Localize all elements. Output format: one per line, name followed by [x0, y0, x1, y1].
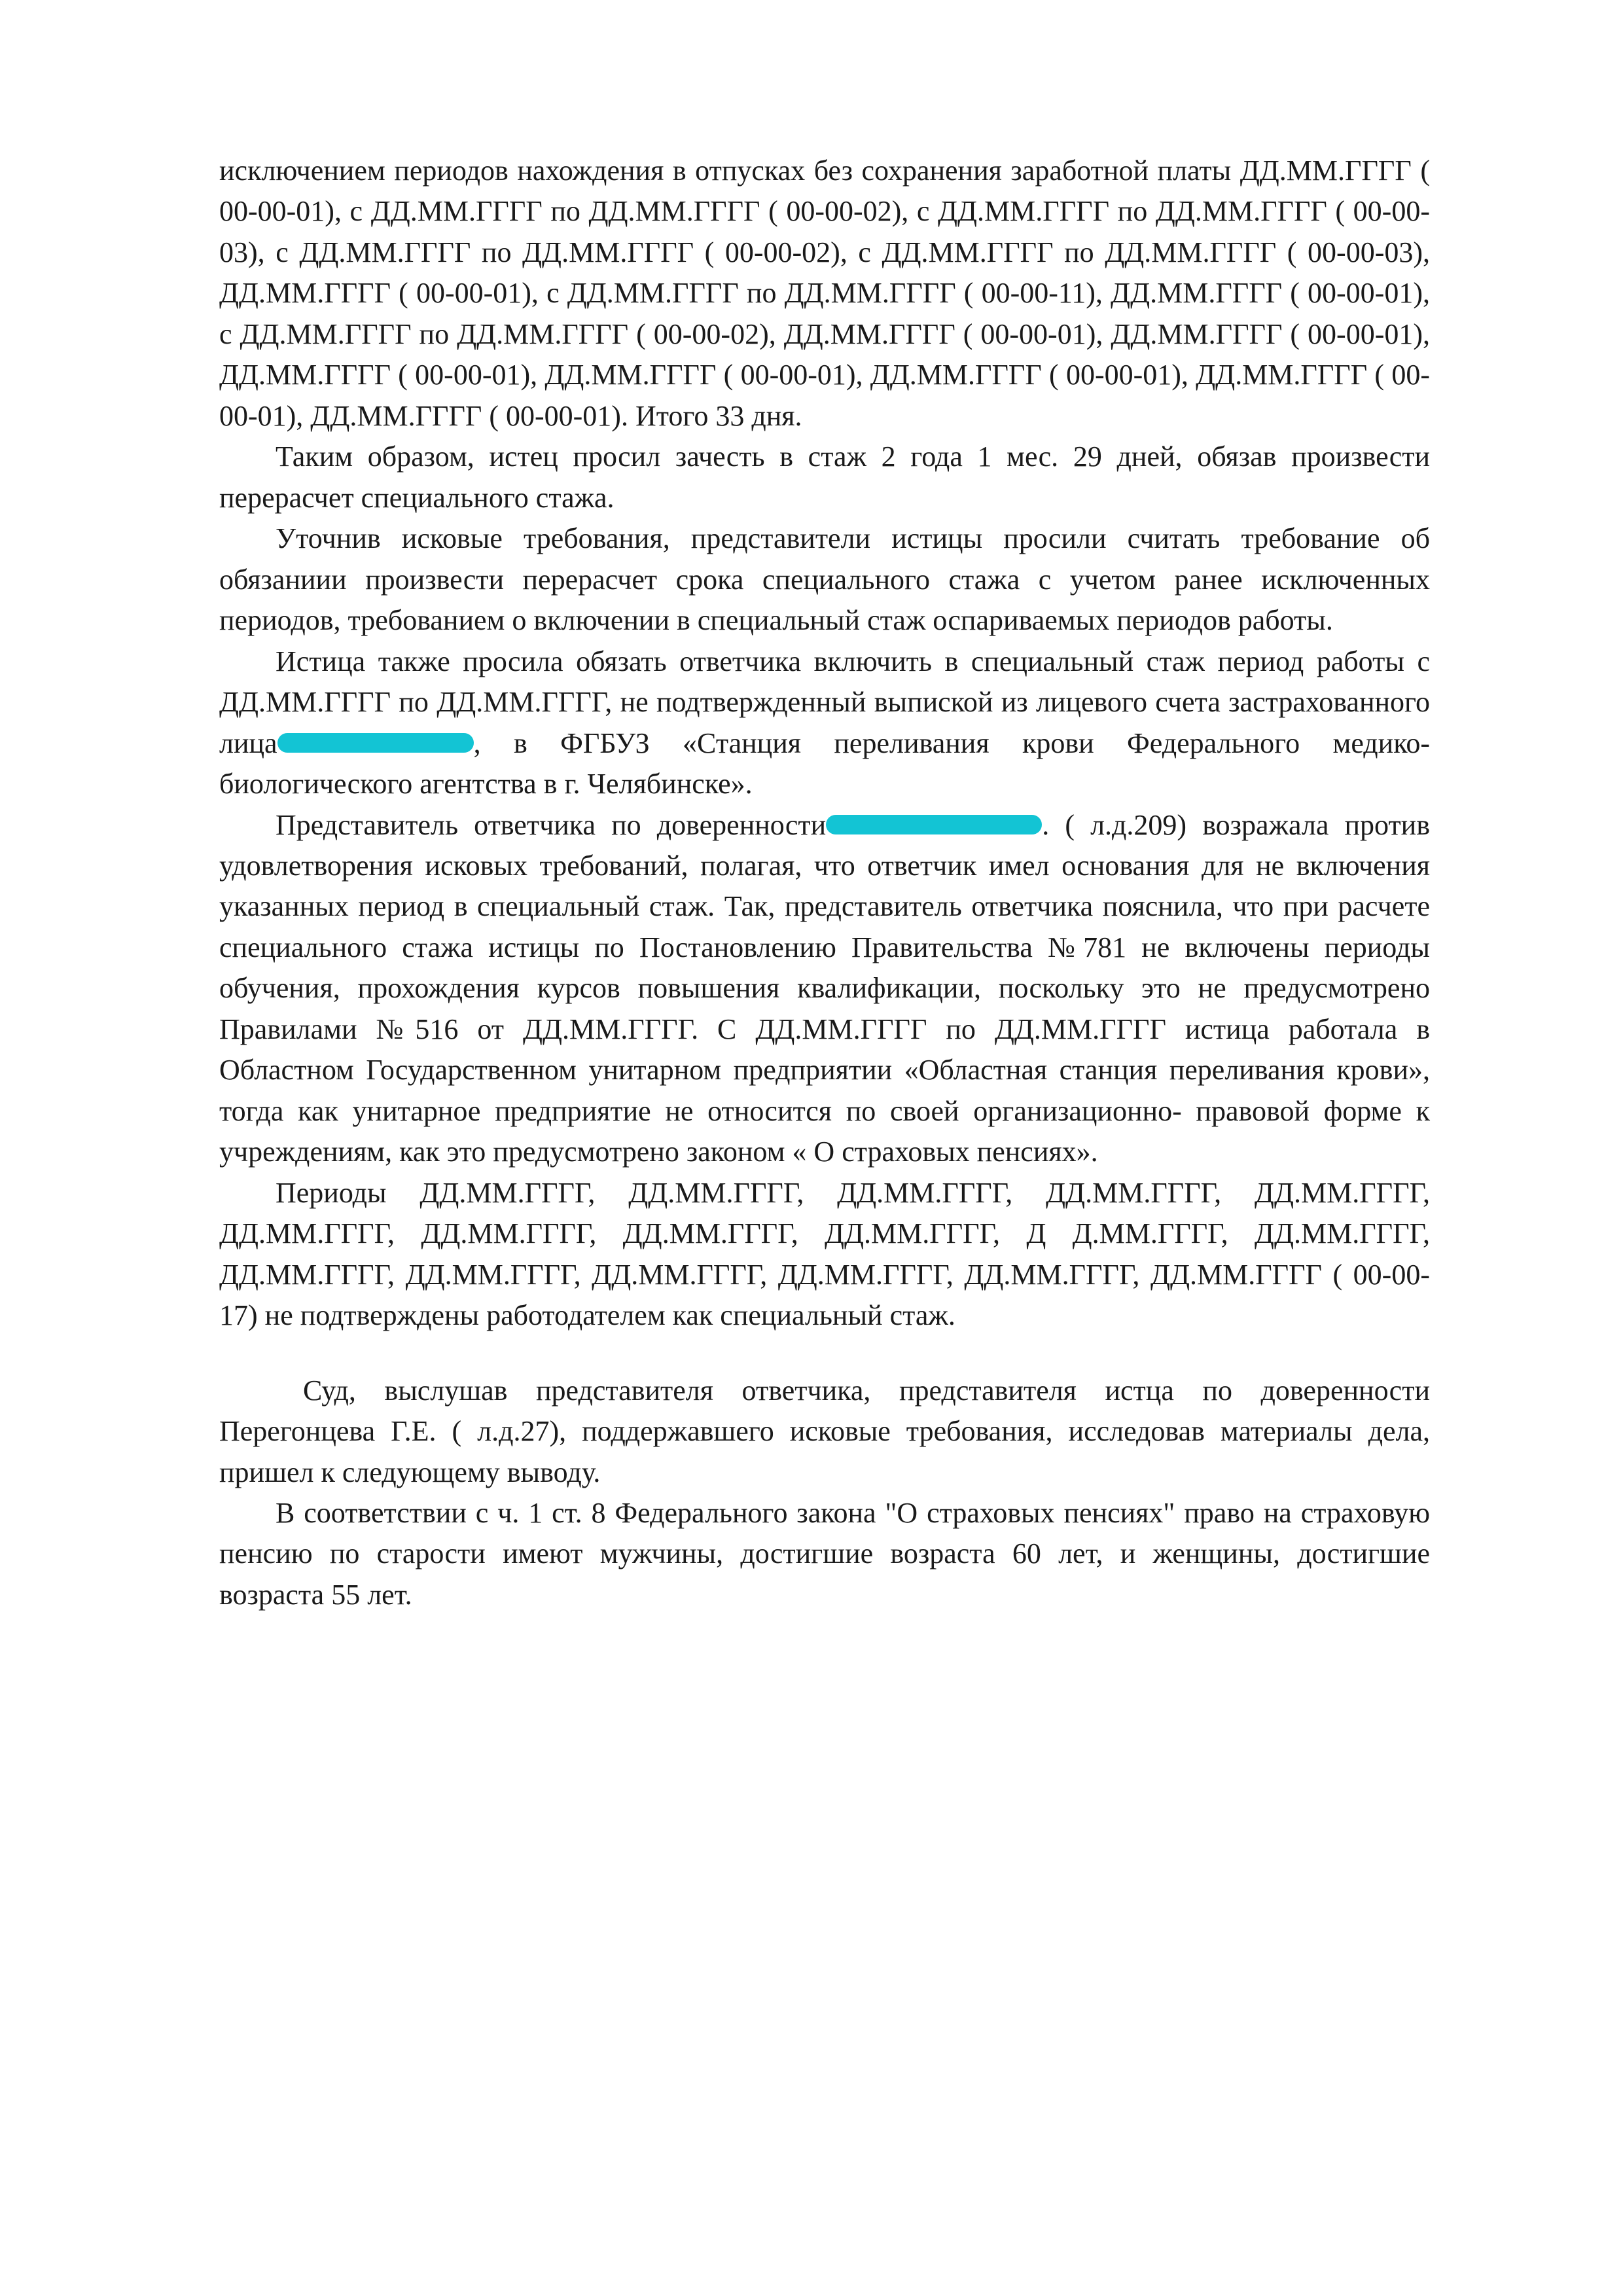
paragraph-clarified-claims: Уточнив исковые требования, представители истицы просили считать требование об обязаниии произвести перерасчет срока специального стажа с учетом ранее исключенных периодов, требованием о включении в специальный стаж оспариваемых периодов работы. [219, 522, 1430, 637]
document-body [219, 151, 1430, 1615]
redaction-mark-representative-name [826, 815, 1042, 834]
redaction-mark-personal-name [277, 733, 474, 753]
paragraph-plaintiff-request-text-after: , в ФГБУЗ «Станция переливания крови Федерального медико-биологического агентства в г. Челябинске». [219, 726, 1430, 800]
paragraph-defendant-representative-text-after: . ( л.д.209) возражала против удовлетворения исковых требований, полагая, что ответчик имел основания для не включения указанных период в специальный стаж. Так, представитель ответчика пояснила, что при расчете специального стажа истицы по Постановлению Правительства №781 не включены периоды обучения, прохождения курсов повышения квалификации, поскольку это не предусмотрено Правилами №516 от ДД.ММ.ГГГГ. С ДД.ММ.ГГГГ по ДД.ММ.ГГГГ истица работала в Областном Государственном унитарном предприятии «Областная станция переливания крови», тогда как унитарное предприятие не относится по своей организационно- правовой форме к учреждениям, как это предусмотрено законом « О страховых пенсиях». [219, 808, 1431, 1168]
paragraph-defendant-representative [219, 805, 1430, 1173]
paragraph-unconfirmed-periods: Периоды ДД.ММ.ГГГГ, ДД.ММ.ГГГГ, ДД.ММ.ГГГГ, ДД.ММ.ГГГГ, ДД.ММ.ГГГГ, ДД.ММ.ГГГГ, ДД.ММ.ГГГГ, ДД.ММ.ГГГГ, ДД.ММ.ГГГГ, Д Д.ММ.ГГГГ, ДД.ММ.ГГГГ, ДД.ММ.ГГГГ, ДД.ММ.ГГГГ, ДД.ММ.ГГГГ, ДД.ММ.ГГГГ, ДД.ММ.ГГГГ, ДД.ММ.ГГГГ ( 00-00-17) не подтверждены работодателем как специальный стаж. [219, 1176, 1430, 1332]
paragraph-plaintiff-request [219, 641, 1430, 805]
paragraph-law-reference: В соответствии с ч. 1 ст. 8 Федерального закона "О страховых пенсиях" право на страховую пенсию по старости имеют мужчины, достигшие возраста 60 лет, и женщины, достигшие возраста 55 лет. [219, 1497, 1430, 1611]
paragraph-claim-summary: Таким образом, истец просил зачесть в стаж 2 года 1 мес. 29 дней, обязав произвести перерасчет специального стажа. [219, 440, 1430, 514]
paragraph-court-conclusion: Суд, выслушав представителя ответчика, представителя истца по доверенности Перегонцева Г.Е. ( л.д.27), поддержавшего исковые требования, исследовав материалы дела, пришел к следующему выводу. [219, 1374, 1430, 1488]
paragraph-continuation-periods: исключением периодов нахождения в отпусках без сохранения заработной платы ДД.ММ.ГГГГ ( 00-00-01), с ДД.ММ.ГГГГ по ДД.ММ.ГГГГ ( 00-00-02), с ДД.ММ.ГГГГ по ДД.ММ.ГГГГ ( 00-00-03), с ДД.ММ.ГГГГ по ДД.ММ.ГГГГ ( 00-00-02), с ДД.ММ.ГГГГ по ДД.ММ.ГГГГ ( 00-00-03), ДД.ММ.ГГГГ ( 00-00-01), с ДД.ММ.ГГГГ по ДД.ММ.ГГГГ ( 00-00-11), ДД.ММ.ГГГГ ( 00-00-01), с ДД.ММ.ГГГГ по ДД.ММ.ГГГГ ( 00-00-02), ДД.ММ.ГГГГ ( 00-00-01), ДД.ММ.ГГГГ ( 00-00-01), ДД.ММ.ГГГГ ( 00-00-01), ДД.ММ.ГГГГ ( 00-00-01), ДД.ММ.ГГГГ ( 00-00-01), ДД.ММ.ГГГГ ( 00-00-01), ДД.ММ.ГГГГ ( 00-00-01). Итого 33 дня. [219, 154, 1430, 432]
paragraph-defendant-representative-text-before: Представитель ответчика по доверенности [276, 808, 827, 841]
paragraph-plaintiff-request-text-before: Истица также просила обязать ответчика включить в специальный стаж период работы с ДД.ММ.ГГГГ по ДД.ММ.ГГГГ, не подтвержденный выпиской из лицевого счета застрахованного лица [219, 645, 1430, 759]
